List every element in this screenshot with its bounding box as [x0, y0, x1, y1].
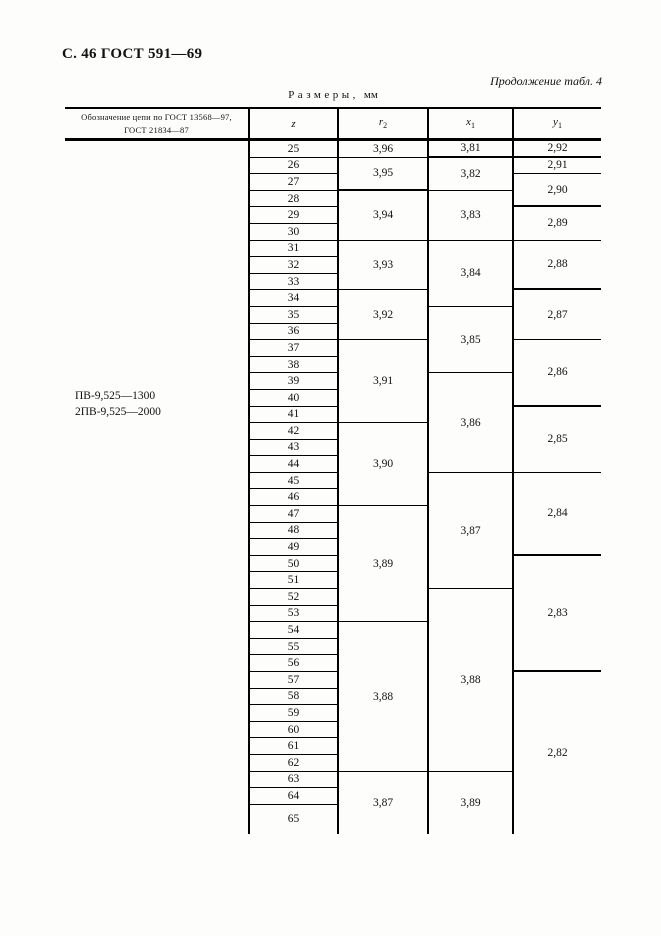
r2-cell: 3,88 — [339, 622, 427, 771]
y1-cell: 2,86 — [514, 340, 601, 406]
z-cell: 35 — [250, 307, 337, 324]
r2-cell: 3,92 — [339, 290, 427, 340]
z-cell: 55 — [250, 639, 337, 656]
z-cell: 25 — [250, 141, 337, 158]
z-cell: 54 — [250, 622, 337, 639]
r2-cell: 3,87 — [372, 796, 394, 809]
y1-cell: 2,92 — [514, 141, 601, 158]
z-cell: 30 — [250, 224, 337, 241]
units-word: Размеры, — [288, 89, 359, 101]
r2-cell: 3,91 — [339, 340, 427, 423]
z-cell: 26 — [250, 158, 337, 175]
z-cell: 44 — [250, 456, 337, 473]
column-designation — [65, 141, 248, 834]
r2-cell: 3,95 — [339, 158, 427, 191]
r2-cell: 3,94 — [339, 191, 427, 241]
chain-designation-line2: 2ПВ-9,525—2000 — [75, 405, 161, 418]
z-cell: 27 — [250, 174, 337, 191]
z-cell: 62 — [250, 755, 337, 772]
y1-cell: 2,89 — [514, 207, 601, 240]
z-cell: 60 — [250, 722, 337, 739]
y1-cell: 2,85 — [514, 407, 601, 473]
z-cell: 59 — [250, 705, 337, 722]
r2-cell: 3,89 — [339, 506, 427, 622]
r2-cell: 3,96 — [339, 141, 427, 158]
z-cell: 32 — [250, 257, 337, 274]
y1-cell: 2,84 — [514, 473, 601, 556]
header-cell-designation — [65, 109, 248, 138]
designation-header-line2: ГОСТ 21834—87 — [124, 124, 189, 135]
z-cell: 53 — [250, 606, 337, 623]
x1-cell: 3,82 — [429, 158, 512, 191]
z-cell: 58 — [250, 689, 337, 706]
y1-cell: 2,83 — [514, 556, 601, 672]
units-label — [65, 89, 601, 101]
y1-cell: 2,82 — [547, 746, 568, 759]
z-cell: 36 — [250, 324, 337, 341]
z-cell: 39 — [250, 373, 337, 390]
z-cell: 57 — [250, 672, 337, 689]
z-cell: 40 — [250, 390, 337, 407]
x1-cell: 3,89 — [460, 796, 481, 809]
header-cell-r2: $r_2$ — [337, 109, 427, 138]
x1-cell: 3,83 — [429, 191, 512, 241]
column-z — [248, 141, 337, 834]
z-cell: 37 — [250, 340, 337, 357]
r2-cell: 3,93 — [339, 241, 427, 291]
x1-cell: 3,86 — [429, 373, 512, 473]
z-cell: 38 — [250, 357, 337, 374]
z-cell: 61 — [250, 738, 337, 755]
z-cell: 52 — [250, 589, 337, 606]
z-cell: 65 — [287, 813, 300, 826]
table-continuation-note: Продолжение табл. 4 — [490, 74, 602, 88]
z-cell: 33 — [250, 274, 337, 291]
x1-cell: 3,81 — [429, 141, 512, 158]
y1-cell: 2,90 — [514, 174, 601, 207]
z-cell: 42 — [250, 423, 337, 440]
z-cell: 56 — [250, 655, 337, 672]
z-cell: 51 — [250, 572, 337, 589]
header-cell-z: z — [248, 109, 337, 138]
chain-designation — [65, 141, 248, 420]
y1-cell: 2,91 — [514, 158, 601, 175]
y1-cell: 2,87 — [514, 290, 601, 340]
page-title: С. 46 ГОСТ 591—69 — [62, 46, 203, 62]
r2-cell: 3,90 — [339, 423, 427, 506]
dimensions-table — [65, 107, 601, 834]
column-y1 — [512, 141, 601, 834]
x1-cell: 3,84 — [429, 241, 512, 307]
chain-designation-line1: ПВ-9,525—1300 — [75, 390, 156, 402]
z-cell: 45 — [250, 473, 337, 490]
table-header-row — [65, 107, 601, 141]
table-body — [65, 141, 601, 834]
units-unit: мм — [363, 89, 378, 101]
z-cell: 48 — [250, 523, 337, 540]
column-x1 — [427, 141, 512, 834]
z-cell: 49 — [250, 539, 337, 556]
z-cell: 50 — [250, 556, 337, 573]
z-cell: 43 — [250, 440, 337, 457]
x1-cell: 3,85 — [429, 307, 512, 373]
z-cell: 47 — [250, 506, 337, 523]
z-cell: 63 — [250, 772, 337, 789]
designation-header-line1: Обозначение цепи по ГОСТ 13568—97, — [81, 112, 232, 123]
z-cell: 28 — [250, 191, 337, 208]
header-cell-y1: $y_1$ — [512, 109, 601, 138]
header-cell-x1: $x_1$ — [427, 109, 512, 138]
x1-cell: 3,87 — [429, 473, 512, 589]
y1-cell: 2,88 — [514, 241, 601, 291]
z-cell: 34 — [250, 290, 337, 307]
z-cell: 31 — [250, 241, 337, 258]
x1-cell: 3,88 — [429, 589, 512, 772]
column-r2 — [337, 141, 427, 834]
z-cell: 46 — [250, 489, 337, 506]
z-cell: 41 — [250, 407, 337, 424]
z-cell: 29 — [250, 207, 337, 224]
z-cell: 64 — [250, 788, 337, 805]
